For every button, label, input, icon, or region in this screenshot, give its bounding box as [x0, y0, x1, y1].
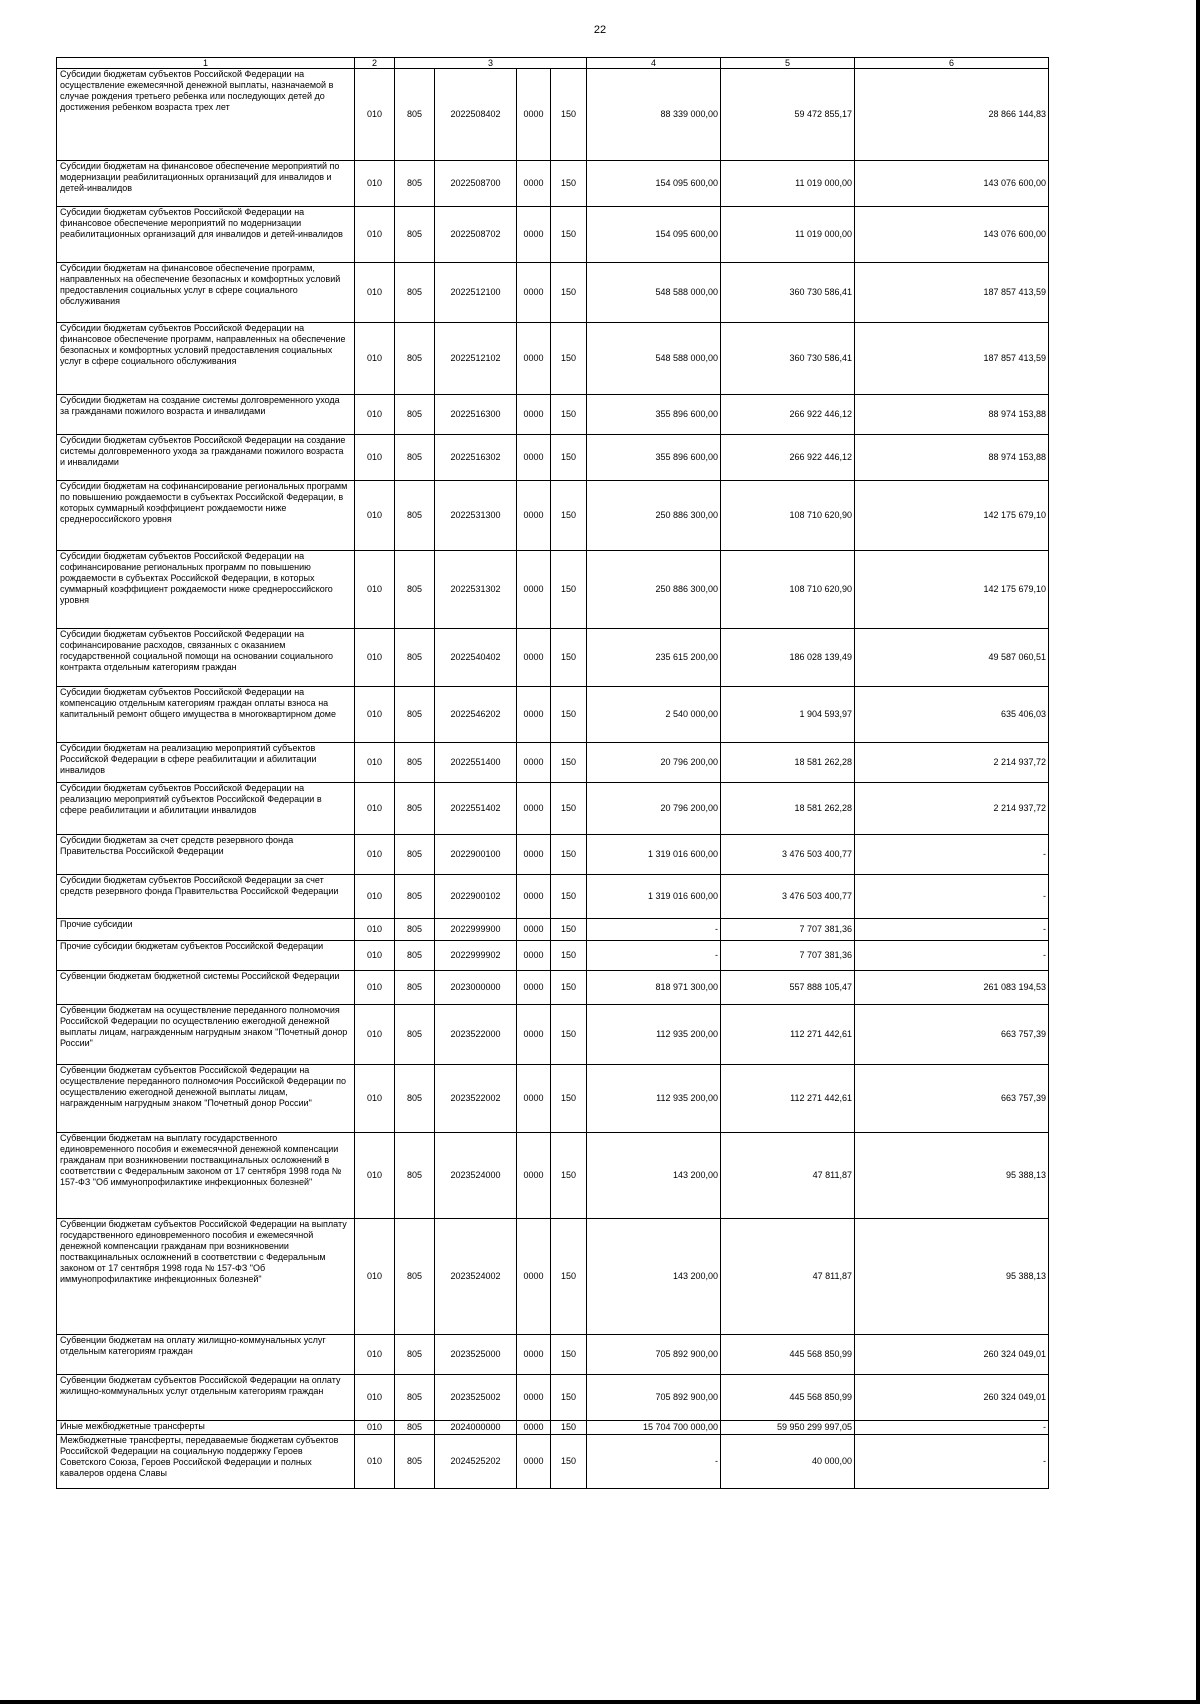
amount-executed: 360 730 586,41: [721, 263, 855, 323]
amount-approved: 1 319 016 600,00: [587, 835, 721, 875]
code-admin: 010: [355, 835, 395, 875]
code-kbk: 2022516300: [435, 395, 517, 435]
code-chapter: 805: [395, 941, 435, 971]
amount-executed: 11 019 000,00: [721, 161, 855, 207]
code-admin: 010: [355, 1421, 395, 1435]
code-kbk: 2023522000: [435, 1005, 517, 1065]
header-col-5: 5: [721, 58, 855, 69]
amount-remaining: 187 857 413,59: [855, 323, 1049, 395]
code-kosgu: 150: [551, 395, 587, 435]
code-admin: 010: [355, 1005, 395, 1065]
row-name: Субсидии бюджетам на софинансирование региональных программ по повышению рождаемости в субъектах Российской Федерации, в которых суммарный коэффициент рождаемости ниже среднероссийского уровня: [57, 481, 355, 551]
amount-executed: 59 472 855,17: [721, 69, 855, 161]
amount-approved: 2 540 000,00: [587, 687, 721, 743]
code-chapter: 805: [395, 629, 435, 687]
code-admin: 010: [355, 629, 395, 687]
row-name: Субсидии бюджетам субъектов Российской Федерации на софинансирование региональных программ по повышению рождаемости в субъектах Российской Федерации, в которых суммарный коэффициент рождаемости ниже среднероссийского уровня: [57, 551, 355, 629]
amount-remaining: 663 757,39: [855, 1005, 1049, 1065]
code-chapter: 805: [395, 323, 435, 395]
code-kbk: 2022516302: [435, 435, 517, 481]
amount-approved: 235 615 200,00: [587, 629, 721, 687]
amount-approved: 154 095 600,00: [587, 161, 721, 207]
row-name: Субвенции бюджетам бюджетной системы Российской Федерации: [57, 971, 355, 1005]
code-kbk: 2023525002: [435, 1375, 517, 1421]
code-kosgu: 150: [551, 783, 587, 835]
amount-remaining: 187 857 413,59: [855, 263, 1049, 323]
table-row: [57, 1133, 1049, 1219]
amount-remaining: 2 214 937,72: [855, 783, 1049, 835]
code-admin: 010: [355, 323, 395, 395]
amount-approved: 818 971 300,00: [587, 971, 721, 1005]
amount-remaining: 143 076 600,00: [855, 207, 1049, 263]
code-admin: 010: [355, 1375, 395, 1421]
amount-executed: 11 019 000,00: [721, 207, 855, 263]
code-chapter: 805: [395, 551, 435, 629]
amount-approved: 705 892 900,00: [587, 1335, 721, 1375]
code-admin: 010: [355, 481, 395, 551]
code-program: 0000: [517, 1421, 551, 1435]
code-kbk: 2022508702: [435, 207, 517, 263]
budget-table: [56, 57, 1049, 1489]
page-number: 22: [593, 24, 607, 36]
code-chapter: 805: [395, 1133, 435, 1219]
amount-approved: 88 339 000,00: [587, 69, 721, 161]
row-name: Субсидии бюджетам на финансовое обеспечение программ, направленных на обеспечение безопасных и комфортных условий предоставления социальных услуг в сфере социального обслуживания: [57, 263, 355, 323]
table-row: [57, 1065, 1049, 1133]
code-kosgu: 150: [551, 1375, 587, 1421]
code-kosgu: 150: [551, 687, 587, 743]
row-name: Субсидии бюджетам на финансовое обеспечение мероприятий по модернизации реабилитационных организаций для инвалидов и детей-инвалидов: [57, 161, 355, 207]
code-program: 0000: [517, 1133, 551, 1219]
code-chapter: 805: [395, 69, 435, 161]
amount-executed: 266 922 446,12: [721, 435, 855, 481]
code-chapter: 805: [395, 481, 435, 551]
amount-remaining: -: [855, 919, 1049, 941]
code-kosgu: 150: [551, 971, 587, 1005]
table-row: [57, 971, 1049, 1005]
code-admin: 010: [355, 395, 395, 435]
code-kosgu: 150: [551, 1065, 587, 1133]
row-name: Субвенции бюджетам субъектов Российской Федерации на выплату государственного единовременного пособия и ежемесячной денежной компенсации гражданам при возникновении поствакцинальных осложнений в соответствии с Федеральным законом от 17 сентября 1998 года № 157-ФЗ "Об иммунопрофилактике инфекционных болезней": [57, 1219, 355, 1335]
amount-remaining: 663 757,39: [855, 1065, 1049, 1133]
code-admin: 010: [355, 1133, 395, 1219]
code-kosgu: 150: [551, 835, 587, 875]
row-name: Субвенции бюджетам на выплату государственного единовременного пособия и ежемесячной денежной компенсации гражданам при возникновении поствакцинальных осложнений в соответствии с Федеральным законом от 17 сентября 1998 года № 157-ФЗ "Об иммунопрофилактике инфекционных болезней": [57, 1133, 355, 1219]
amount-executed: 112 271 442,61: [721, 1065, 855, 1133]
row-name: Субсидии бюджетам субъектов Российской Федерации на реализацию мероприятий субъектов Российской Федерации в сфере реабилитации и абилитации инвалидов: [57, 783, 355, 835]
code-kosgu: 150: [551, 919, 587, 941]
amount-executed: 18 581 262,28: [721, 783, 855, 835]
code-program: 0000: [517, 551, 551, 629]
code-chapter: 805: [395, 1375, 435, 1421]
code-kbk: 2022512100: [435, 263, 517, 323]
code-program: 0000: [517, 395, 551, 435]
scan-bottom-edge: [0, 1700, 1200, 1704]
amount-executed: 3 476 503 400,77: [721, 835, 855, 875]
code-kosgu: 150: [551, 1219, 587, 1335]
amount-approved: 355 896 600,00: [587, 395, 721, 435]
amount-remaining: 260 324 049,01: [855, 1375, 1049, 1421]
code-kbk: 2023524002: [435, 1219, 517, 1335]
header-col-2: 2: [355, 58, 395, 69]
amount-executed: 557 888 105,47: [721, 971, 855, 1005]
amount-approved: -: [587, 919, 721, 941]
amount-executed: 1 904 593,97: [721, 687, 855, 743]
row-name: Субсидии бюджетам субъектов Российской Федерации на софинансирование расходов, связанных с оказанием государственной социальной помощи на основании социального контракта отдельным категориям граждан: [57, 629, 355, 687]
table-row: [57, 1005, 1049, 1065]
code-program: 0000: [517, 1005, 551, 1065]
code-program: 0000: [517, 629, 551, 687]
amount-approved: -: [587, 941, 721, 971]
amount-approved: -: [587, 1435, 721, 1489]
header-row: [57, 58, 1049, 69]
code-kosgu: 150: [551, 481, 587, 551]
table-row: [57, 481, 1049, 551]
code-program: 0000: [517, 207, 551, 263]
row-name: Субвенции бюджетам субъектов Российской Федерации на осуществление переданного полномочия Российской Федерации по осуществлению ежегодной денежной выплаты лицам, награжденным нагрудным знаком "Почетный донор России": [57, 1065, 355, 1133]
table-row: [57, 551, 1049, 629]
amount-remaining: 28 866 144,83: [855, 69, 1049, 161]
code-program: 0000: [517, 435, 551, 481]
code-program: 0000: [517, 69, 551, 161]
amount-approved: 1 319 016 600,00: [587, 875, 721, 919]
table-row: [57, 1421, 1049, 1435]
table-row: [57, 207, 1049, 263]
amount-remaining: 143 076 600,00: [855, 161, 1049, 207]
header-col-6: 6: [855, 58, 1049, 69]
row-name: Субвенции бюджетам на оплату жилищно-коммунальных услуг отдельным категориям граждан: [57, 1335, 355, 1375]
amount-remaining: 88 974 153,88: [855, 435, 1049, 481]
amount-executed: 112 271 442,61: [721, 1005, 855, 1065]
amount-approved: 250 886 300,00: [587, 551, 721, 629]
code-admin: 010: [355, 971, 395, 1005]
amount-approved: 548 588 000,00: [587, 323, 721, 395]
code-admin: 010: [355, 687, 395, 743]
code-program: 0000: [517, 481, 551, 551]
row-name: Субвенции бюджетам субъектов Российской Федерации на оплату жилищно-коммунальных услуг отдельным категориям граждан: [57, 1375, 355, 1421]
amount-remaining: -: [855, 875, 1049, 919]
code-admin: 010: [355, 161, 395, 207]
row-name: Субсидии бюджетам субъектов Российской Федерации на компенсацию отдельным категориям граждан оплаты взноса на капитальный ремонт общего имущества в многоквартирном доме: [57, 687, 355, 743]
code-kosgu: 150: [551, 1435, 587, 1489]
code-kosgu: 150: [551, 743, 587, 783]
table-row: [57, 919, 1049, 941]
code-chapter: 805: [395, 875, 435, 919]
code-admin: 010: [355, 743, 395, 783]
code-program: 0000: [517, 1375, 551, 1421]
code-program: 0000: [517, 919, 551, 941]
code-kbk: 2022546202: [435, 687, 517, 743]
code-kosgu: 150: [551, 1335, 587, 1375]
table-row: [57, 875, 1049, 919]
code-chapter: 805: [395, 971, 435, 1005]
code-program: 0000: [517, 743, 551, 783]
header-col-1: 1: [57, 58, 355, 69]
code-admin: 010: [355, 783, 395, 835]
header-col-3: 3: [395, 58, 587, 69]
code-program: 0000: [517, 875, 551, 919]
code-admin: 010: [355, 435, 395, 481]
amount-approved: 112 935 200,00: [587, 1005, 721, 1065]
amount-remaining: 2 214 937,72: [855, 743, 1049, 783]
amount-approved: 705 892 900,00: [587, 1375, 721, 1421]
amount-executed: 18 581 262,28: [721, 743, 855, 783]
code-chapter: 805: [395, 435, 435, 481]
amount-executed: 59 950 299 997,05: [721, 1421, 855, 1435]
code-chapter: 805: [395, 687, 435, 743]
amount-remaining: 260 324 049,01: [855, 1335, 1049, 1375]
code-admin: 010: [355, 207, 395, 263]
code-kosgu: 150: [551, 207, 587, 263]
code-kosgu: 150: [551, 875, 587, 919]
amount-executed: 7 707 381,36: [721, 919, 855, 941]
amount-remaining: 142 175 679,10: [855, 481, 1049, 551]
code-kosgu: 150: [551, 263, 587, 323]
code-kbk: 2022551402: [435, 783, 517, 835]
code-kosgu: 150: [551, 1421, 587, 1435]
amount-remaining: -: [855, 835, 1049, 875]
amount-approved: 20 796 200,00: [587, 743, 721, 783]
row-name: Субсидии бюджетам за счет средств резервного фонда Правительства Российской Федерации: [57, 835, 355, 875]
table-row: [57, 395, 1049, 435]
amount-executed: 360 730 586,41: [721, 323, 855, 395]
amount-executed: 47 811,87: [721, 1133, 855, 1219]
code-kbk: 2022540402: [435, 629, 517, 687]
code-kbk: 2022512102: [435, 323, 517, 395]
table-row: [57, 69, 1049, 161]
table-row: [57, 629, 1049, 687]
code-chapter: 805: [395, 161, 435, 207]
amount-executed: 445 568 850,99: [721, 1375, 855, 1421]
code-program: 0000: [517, 323, 551, 395]
code-kbk: 2023000000: [435, 971, 517, 1005]
amount-remaining: -: [855, 1421, 1049, 1435]
amount-remaining: 88 974 153,88: [855, 395, 1049, 435]
amount-executed: 186 028 139,49: [721, 629, 855, 687]
amount-approved: 112 935 200,00: [587, 1065, 721, 1133]
header-col-4: 4: [587, 58, 721, 69]
code-kbk: 2024000000: [435, 1421, 517, 1435]
table-row: [57, 743, 1049, 783]
row-name: Межбюджетные трансферты, передаваемые бюджетам субъектов Российской Федерации на социальную поддержку Героев Советского Союза, Героев Российской Федерации и полных кавалеров ордена Славы: [57, 1435, 355, 1489]
row-name: Субсидии бюджетам субъектов Российской Федерации на осуществление ежемесячной денежной выплаты, назначаемой в случае рождения третьего ребенка или последующих детей до достижения ребенком возраста трех лет: [57, 69, 355, 161]
amount-approved: 20 796 200,00: [587, 783, 721, 835]
row-name: Субсидии бюджетам субъектов Российской Федерации на финансовое обеспечение программ, направленных на обеспечение безопасных и комфортных условий предоставления социальных услуг в сфере социального обслуживания: [57, 323, 355, 395]
amount-executed: 47 811,87: [721, 1219, 855, 1335]
code-kbk: 2022999902: [435, 941, 517, 971]
table-row: [57, 1219, 1049, 1335]
code-kbk: 2022551400: [435, 743, 517, 783]
amount-approved: 154 095 600,00: [587, 207, 721, 263]
code-kbk: 2022508402: [435, 69, 517, 161]
table-row: [57, 687, 1049, 743]
amount-remaining: -: [855, 1435, 1049, 1489]
amount-executed: 108 710 620,90: [721, 481, 855, 551]
code-kosgu: 150: [551, 69, 587, 161]
code-kosgu: 150: [551, 941, 587, 971]
row-name: Субсидии бюджетам на реализацию мероприятий субъектов Российской Федерации в сфере реабилитации и абилитации инвалидов: [57, 743, 355, 783]
table-body: [57, 69, 1049, 1489]
amount-executed: 266 922 446,12: [721, 395, 855, 435]
code-chapter: 805: [395, 919, 435, 941]
code-kbk: 2022999900: [435, 919, 517, 941]
code-admin: 010: [355, 69, 395, 161]
amount-executed: 108 710 620,90: [721, 551, 855, 629]
table-row: [57, 161, 1049, 207]
code-kosgu: 150: [551, 1133, 587, 1219]
row-name: Субсидии бюджетам субъектов Российской Федерации за счет средств резервного фонда Правительства Российской Федерации: [57, 875, 355, 919]
code-admin: 010: [355, 1065, 395, 1133]
code-chapter: 805: [395, 207, 435, 263]
code-chapter: 805: [395, 263, 435, 323]
code-program: 0000: [517, 263, 551, 323]
code-kosgu: 150: [551, 629, 587, 687]
row-name: Иные межбюджетные трансферты: [57, 1421, 355, 1435]
amount-remaining: 142 175 679,10: [855, 551, 1049, 629]
code-admin: 010: [355, 263, 395, 323]
code-program: 0000: [517, 1219, 551, 1335]
code-chapter: 805: [395, 1219, 435, 1335]
amount-executed: 3 476 503 400,77: [721, 875, 855, 919]
code-program: 0000: [517, 1065, 551, 1133]
table-row: [57, 783, 1049, 835]
code-admin: 010: [355, 1219, 395, 1335]
amount-remaining: 261 083 194,53: [855, 971, 1049, 1005]
amount-remaining: 49 587 060,51: [855, 629, 1049, 687]
code-program: 0000: [517, 835, 551, 875]
code-chapter: 805: [395, 783, 435, 835]
code-admin: 010: [355, 875, 395, 919]
amount-remaining: 635 406,03: [855, 687, 1049, 743]
amount-remaining: -: [855, 941, 1049, 971]
scan-edge: [1196, 0, 1200, 1704]
amount-approved: 143 200,00: [587, 1219, 721, 1335]
code-kosgu: 150: [551, 551, 587, 629]
table-row: [57, 435, 1049, 481]
code-kosgu: 150: [551, 323, 587, 395]
code-chapter: 805: [395, 1065, 435, 1133]
code-chapter: 805: [395, 743, 435, 783]
amount-approved: 355 896 600,00: [587, 435, 721, 481]
amount-approved: 143 200,00: [587, 1133, 721, 1219]
row-name: Прочие субсидии бюджетам субъектов Российской Федерации: [57, 941, 355, 971]
table-row: [57, 835, 1049, 875]
code-kbk: 2022531302: [435, 551, 517, 629]
row-name: Субсидии бюджетам субъектов Российской Федерации на финансовое обеспечение мероприятий по модернизации реабилитационных организаций для инвалидов и детей-инвалидов: [57, 207, 355, 263]
code-kosgu: 150: [551, 161, 587, 207]
amount-executed: 445 568 850,99: [721, 1335, 855, 1375]
code-chapter: 805: [395, 395, 435, 435]
row-name: Субсидии бюджетам на создание системы долговременного ухода за гражданами пожилого возраста и инвалидами: [57, 395, 355, 435]
amount-executed: 7 707 381,36: [721, 941, 855, 971]
code-chapter: 805: [395, 1335, 435, 1375]
table-row: [57, 323, 1049, 395]
code-chapter: 805: [395, 1005, 435, 1065]
code-admin: 010: [355, 919, 395, 941]
code-program: 0000: [517, 1335, 551, 1375]
table-row: [57, 941, 1049, 971]
amount-remaining: 95 388,13: [855, 1133, 1049, 1219]
table-row: [57, 1375, 1049, 1421]
code-program: 0000: [517, 971, 551, 1005]
table-row: [57, 263, 1049, 323]
row-name: Прочие субсидии: [57, 919, 355, 941]
code-kbk: 2023525000: [435, 1335, 517, 1375]
code-kbk: 2022900102: [435, 875, 517, 919]
table-row: [57, 1335, 1049, 1375]
code-program: 0000: [517, 161, 551, 207]
code-program: 0000: [517, 687, 551, 743]
code-kosgu: 150: [551, 1005, 587, 1065]
amount-approved: 548 588 000,00: [587, 263, 721, 323]
code-kbk: 2023522002: [435, 1065, 517, 1133]
table-row: [57, 1435, 1049, 1489]
code-program: 0000: [517, 783, 551, 835]
code-kbk: 2023524000: [435, 1133, 517, 1219]
code-kbk: 2022531300: [435, 481, 517, 551]
amount-approved: 250 886 300,00: [587, 481, 721, 551]
code-program: 0000: [517, 941, 551, 971]
code-kbk: 2022508700: [435, 161, 517, 207]
code-kosgu: 150: [551, 435, 587, 481]
code-admin: 010: [355, 1435, 395, 1489]
row-name: Субвенции бюджетам на осуществление переданного полномочия Российской Федерации по осуществлению ежегодной денежной выплаты лицам, награжденным нагрудным знаком "Почетный донор России": [57, 1005, 355, 1065]
code-kbk: 2022900100: [435, 835, 517, 875]
code-kbk: 2024525202: [435, 1435, 517, 1489]
code-chapter: 805: [395, 1435, 435, 1489]
amount-remaining: 95 388,13: [855, 1219, 1049, 1335]
code-admin: 010: [355, 551, 395, 629]
row-name: Субсидии бюджетам субъектов Российской Федерации на создание системы долговременного ухода за гражданами пожилого возраста и инвалидами: [57, 435, 355, 481]
code-admin: 010: [355, 941, 395, 971]
code-admin: 010: [355, 1335, 395, 1375]
code-program: 0000: [517, 1435, 551, 1489]
amount-executed: 40 000,00: [721, 1435, 855, 1489]
amount-approved: 15 704 700 000,00: [587, 1421, 721, 1435]
code-chapter: 805: [395, 835, 435, 875]
code-chapter: 805: [395, 1421, 435, 1435]
